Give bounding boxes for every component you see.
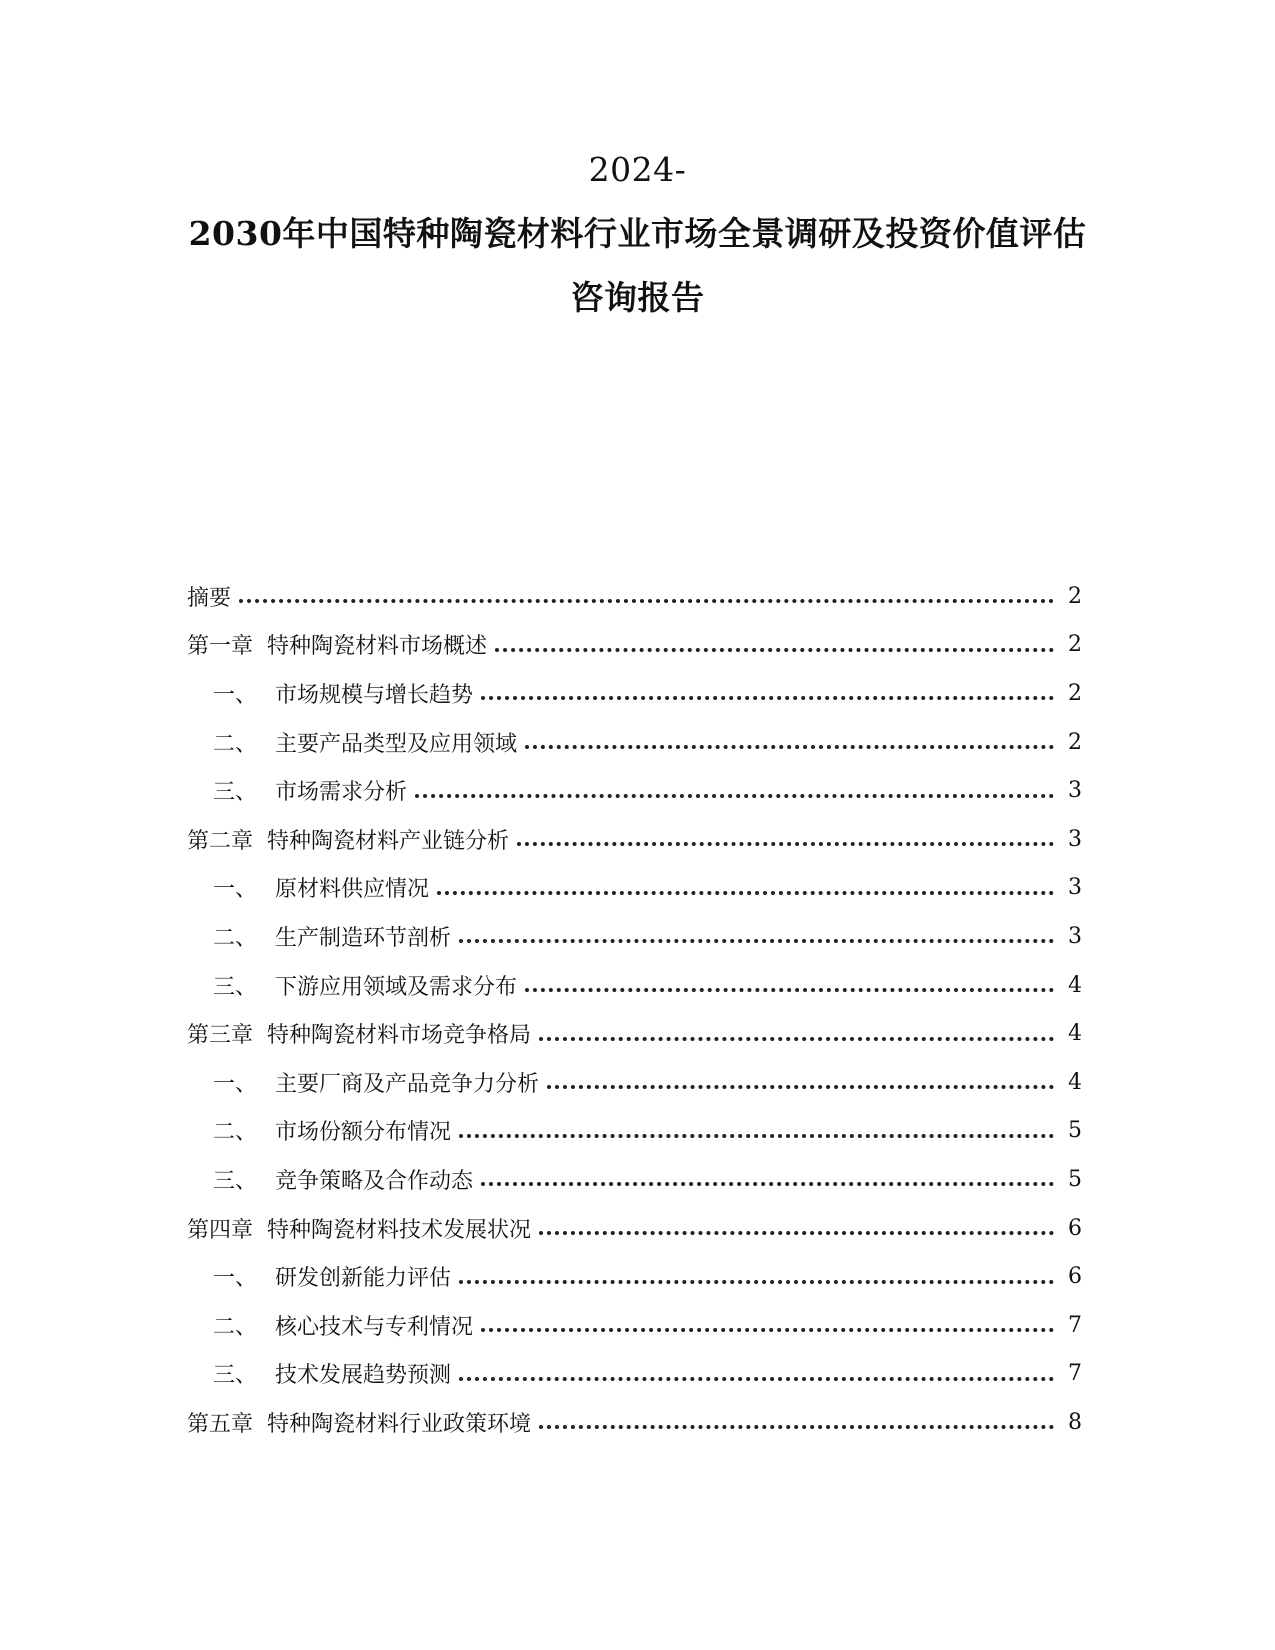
toc-entry-number: 第五章 [187,1411,254,1437]
toc-page-number: 7 [1068,1312,1082,1338]
toc-dot-leader [525,988,1054,992]
toc-entry-number: 一、 [213,682,258,708]
toc-section-entry[interactable] [187,961,1082,1010]
toc-entry-label [187,1407,531,1438]
toc-entry-label [213,775,407,806]
toc-entry-label [213,1358,451,1389]
toc-chapter-entry[interactable] [187,1009,1082,1058]
toc-entry-text: 竞争策略及合作动态 [275,1168,474,1194]
toc-section-entry[interactable] [187,1155,1082,1204]
toc-page-number: 3 [1068,875,1082,901]
toc-entry-label [213,1261,451,1292]
toc-section-entry[interactable] [187,1350,1082,1399]
toc-entry-text: 摘要 [187,585,232,611]
title-line-2: 2030年中国特种陶瓷材料行业市场全景调研及投资价值评估 [188,214,1087,253]
toc-entry-text: 市场规模与增长趋势 [275,682,474,708]
toc-entry-text: 原材料供应情况 [275,877,430,903]
toc-entry-number: 第二章 [187,828,254,854]
toc-entry-number: 二、 [213,925,258,951]
toc-entry-number: 三、 [213,780,258,806]
toc-entry-number: 三、 [213,974,258,1000]
toc-page-number: 4 [1068,972,1082,998]
toc-entry-label [213,678,473,709]
toc-dot-leader [481,1328,1054,1332]
toc-entry-label [187,1018,531,1049]
toc-dot-leader [539,1037,1054,1041]
toc-section-entry[interactable] [187,1252,1082,1301]
toc-entry-number: 二、 [213,1120,258,1146]
toc-page-number: 3 [1068,923,1082,949]
toc-entry-label [213,921,451,952]
toc-entry-label [213,1115,451,1146]
toc-page-number: 4 [1068,1069,1082,1095]
toc-section-entry[interactable] [187,669,1082,718]
toc-dot-leader [459,1280,1054,1284]
toc-entry-text: 特种陶瓷材料产业链分析 [267,828,510,854]
toc-dot-leader [517,842,1054,846]
toc-page-number: 7 [1068,1361,1082,1387]
toc-page-number: 3 [1068,826,1082,852]
toc-chapter-entry[interactable] [187,815,1082,864]
toc-entry-number: 第一章 [187,634,254,660]
toc-page-number: 2 [1068,632,1082,658]
title-line-3: 咨询报告 [570,278,705,317]
toc-entry-label [187,629,487,660]
toc-page-number: 6 [1068,1264,1082,1290]
toc-page-number: 8 [1068,1409,1082,1435]
toc-entry-number: 二、 [213,731,258,757]
toc-dot-leader [539,1425,1054,1429]
toc-dot-leader [539,1231,1054,1235]
toc-entry-number: 一、 [213,1071,258,1097]
toc-chapter-entry[interactable] [187,1398,1082,1447]
toc-dot-leader [547,1085,1054,1089]
toc-entry-number: 二、 [213,1314,258,1340]
toc-entry-label [213,970,517,1001]
toc-entry-text: 特种陶瓷材料市场概述 [267,634,488,660]
toc-section-entry[interactable] [187,912,1082,961]
toc-entry-text: 生产制造环节剖析 [275,925,452,951]
table-of-contents [187,572,1082,1447]
toc-entry-number: 一、 [213,877,258,903]
toc-section-entry[interactable] [187,1058,1082,1107]
toc-dot-leader [415,794,1054,798]
toc-dot-leader [481,1182,1054,1186]
toc-page-number: 5 [1068,1118,1082,1144]
toc-page-number: 2 [1068,583,1082,609]
toc-page-number: 4 [1068,1021,1082,1047]
toc-entry-text: 特种陶瓷材料技术发展状况 [267,1217,532,1243]
toc-section-entry[interactable] [187,1301,1082,1350]
toc-entry-text: 特种陶瓷材料市场竞争格局 [267,1023,532,1049]
title-line-1: 2024- [588,150,687,189]
toc-entry-label [213,872,429,903]
toc-entry-number: 第三章 [187,1023,254,1049]
toc-entry-number: 三、 [213,1363,258,1389]
toc-section-entry[interactable] [187,718,1082,767]
toc-page-number: 5 [1068,1166,1082,1192]
toc-dot-leader [495,648,1054,652]
toc-entry-text: 核心技术与专利情况 [275,1314,474,1340]
toc-section-entry[interactable] [187,766,1082,815]
toc-entry-number: 一、 [213,1266,258,1292]
toc-entry-label [187,581,231,612]
toc-entry-text: 研发创新能力评估 [275,1266,452,1292]
toc-entry-label [187,1213,531,1244]
toc-entry-number: 三、 [213,1168,258,1194]
toc-dot-leader [481,696,1054,700]
toc-dot-leader [239,599,1054,603]
toc-entry-label [213,1067,539,1098]
toc-entry-text: 技术发展趋势预测 [275,1363,452,1389]
toc-dot-leader [459,939,1054,943]
toc-entry-label [213,1310,473,1341]
toc-entry-text: 特种陶瓷材料行业政策环境 [267,1411,532,1437]
toc-dot-leader [525,745,1054,749]
toc-entry-label [187,824,509,855]
toc-dot-leader [459,1377,1054,1381]
toc-page-number: 2 [1068,680,1082,706]
toc-page-number: 2 [1068,729,1082,755]
toc-chapter-entry[interactable] [187,1204,1082,1253]
toc-entry-text: 主要产品类型及应用领域 [275,731,518,757]
toc-entry-label [213,727,517,758]
toc-entry-label [213,1164,473,1195]
toc-entry-text: 市场份额分布情况 [275,1120,452,1146]
toc-entry-text: 下游应用领域及需求分布 [275,974,518,1000]
toc-entry-number: 第四章 [187,1217,254,1243]
toc-page-number: 6 [1068,1215,1082,1241]
toc-dot-leader [437,891,1054,895]
toc-dot-leader [459,1134,1054,1138]
toc-entry-text: 主要厂商及产品竞争力分析 [275,1071,540,1097]
toc-section-entry[interactable] [187,1107,1082,1156]
report-title [0,138,1275,330]
toc-chapter-entry[interactable] [187,572,1082,621]
toc-page-number: 3 [1068,778,1082,804]
toc-chapter-entry[interactable] [187,621,1082,670]
toc-entry-text: 市场需求分析 [275,780,408,806]
toc-section-entry[interactable] [187,864,1082,913]
